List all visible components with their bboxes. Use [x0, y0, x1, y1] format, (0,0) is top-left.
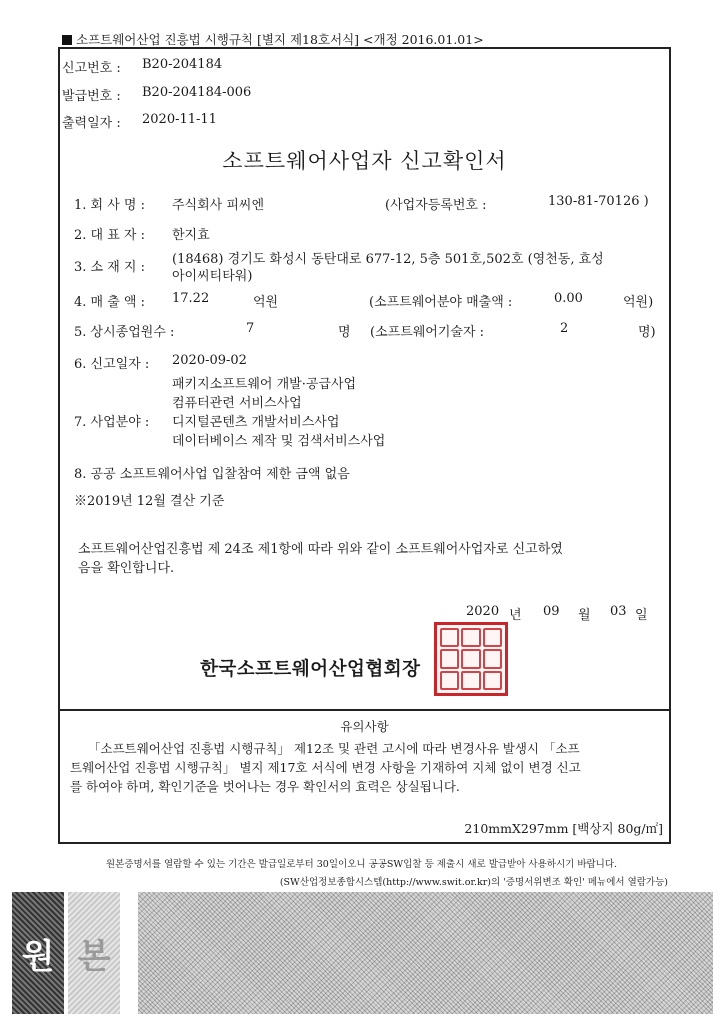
bid-limit: 8. 공공 소프트웨어사업 입찰참여 제한 금액 없음 [74, 467, 350, 482]
business-item: 패키지소프트웨어 개발·공급사업 [172, 377, 357, 392]
notice-body [70, 739, 659, 796]
sales-unit: 억원 [253, 295, 279, 310]
ceo-name: 한지효 [172, 228, 210, 243]
sw-tech-label: (소프트웨어기술자 : [370, 325, 485, 340]
address-line1: (18468) 경기도 화성시 동탄대로 677-12, 5층 501호,502호 (영천동, 효성 [172, 252, 604, 267]
business-reg-number: 130-81-70126 ) [548, 194, 649, 209]
report-number [60, 57, 360, 75]
sw-sales-unit: 억원) [623, 295, 654, 310]
date-month: 09 [543, 604, 560, 619]
original-stamp-b-text: 본 [77, 936, 111, 977]
notice-line: 트웨어산업 진흥법 시행규칙」 별지 제17호 서식에 변경 사항을 기재하여 지체 없이 변경 신고 [70, 760, 581, 775]
issue-number [60, 85, 360, 103]
company-name: 주식회사 피씨엔 [172, 198, 265, 213]
notice-title: 유의사항 [340, 719, 389, 734]
section-divider [60, 709, 669, 711]
form-header-text: 소프트웨어산업 진흥법 시행규칙 [별지 제18호서식] <개정 2016.01.01> [76, 32, 484, 47]
original-stamp-a-text: 원 [21, 936, 55, 977]
employees-unit: 명 [338, 325, 351, 340]
date-day: 03 [610, 604, 627, 619]
security-pattern [138, 892, 713, 1014]
notice-line: 「소프트웨어산업 진흥법 시행규칙」 제12조 및 관련 고시에 따라 변경사유 발생시 「소프 [88, 741, 580, 756]
notice-line: 를 하여야 하며, 확인기준을 벗어나는 경우 확인서의 효력은 상실됩니다. [70, 779, 460, 794]
sales-label: 4. 매 출 액 : [74, 295, 145, 310]
footer-notice: 원본증명서를 열람할 수 있는 기간은 발급일로부터 30일이오니 공공SW입찰 등 제출시 새로 발급받아 사용하시기 바랍니다. [105, 859, 618, 870]
print-date [60, 112, 360, 130]
ceo-label: 2. 대 표 자 : [74, 228, 145, 243]
certificate-frame [58, 47, 671, 844]
basis-note: ※2019년 12월 결산 기준 [74, 494, 225, 509]
report-date-label: 6. 신고일자 : [74, 357, 150, 372]
form-header [62, 30, 484, 48]
address-line2: 아이씨티타워) [172, 269, 253, 284]
business-item: 디지털콘텐츠 개발서비스사업 [172, 415, 340, 430]
sales-value: 17.22 [172, 291, 210, 306]
original-stamp-icon [12, 892, 64, 1014]
report-number-label: 신고번호 : [62, 61, 121, 76]
business-reg-label: (사업자등록번호 : [385, 198, 487, 213]
business-label: 7. 사업분야 : [74, 415, 150, 430]
employees-value: 7 [246, 321, 255, 336]
issue-number-value: B20-204184-006 [142, 85, 252, 100]
issuer-name: 한국소프트웨어산업협회장 [200, 659, 421, 680]
print-date-value: 2020-11-11 [142, 112, 217, 127]
date-year: 2020 [466, 604, 500, 619]
official-seal [434, 622, 508, 696]
business-item: 컴퓨터관련 서비스사업 [172, 396, 302, 411]
company-label: 1. 회 사 명 : [74, 198, 145, 213]
original-stamp-icon [68, 892, 120, 1014]
date-month-unit: 월 [578, 608, 591, 623]
report-date-value: 2020-09-02 [172, 353, 247, 368]
business-item: 데이터베이스 제작 및 검색서비스사업 [172, 434, 386, 449]
employees-label: 5. 상시종업원수 : [74, 325, 175, 340]
footer-verify-info: (SW산업정보종합시스템(http://www.swit.or.kr)의 '증명서위변조 확인' 메뉴에서 열람가능) [279, 877, 668, 888]
sw-sales-value: 0.00 [554, 291, 583, 306]
sw-tech-unit: 명) [638, 325, 656, 340]
sw-tech-value: 2 [560, 321, 569, 336]
square-bullet-icon [62, 35, 72, 45]
date-year-unit: 년 [509, 608, 522, 623]
report-number-value: B20-204184 [142, 57, 223, 72]
print-date-label: 출력일자 : [62, 116, 121, 131]
document-title: 소프트웨어사업자 신고확인서 [222, 149, 507, 173]
paper-size: 210mmX297mm [백상지 80g/㎡] [464, 821, 663, 836]
confirmation-line2: 음을 확인합니다. [78, 561, 175, 576]
sw-sales-label: (소프트웨어분야 매출액 : [369, 295, 513, 310]
date-day-unit: 일 [635, 608, 648, 623]
issue-number-label: 발급번호 : [62, 89, 121, 104]
address-label: 3. 소 재 지 : [74, 260, 145, 275]
confirmation-line1: 소프트웨어산업진흥법 제 24조 제1항에 따라 위와 같이 소프트웨어사업자로 신고하였 [78, 542, 563, 557]
